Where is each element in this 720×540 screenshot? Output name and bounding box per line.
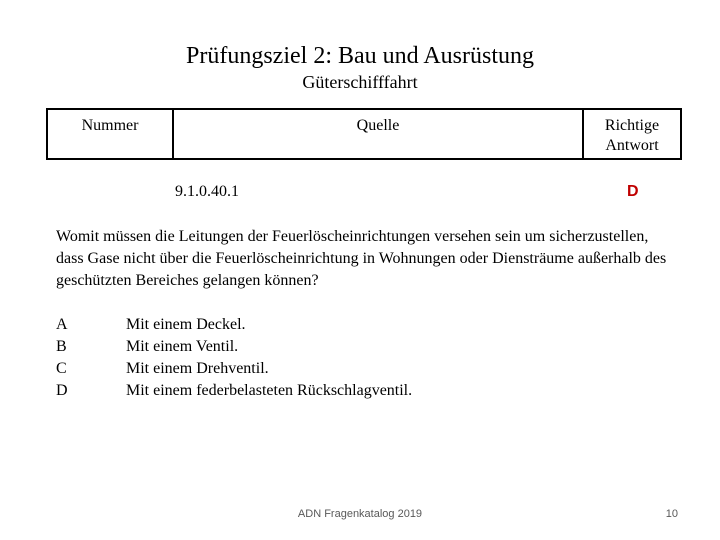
column-header-source: Quelle <box>174 110 584 158</box>
option-letter: A <box>56 316 68 333</box>
option-text: Mit einem Deckel. <box>126 316 246 333</box>
slide-subtitle: Güterschifffahrt <box>302 72 418 92</box>
column-header-number: Nummer <box>48 110 174 158</box>
option-text: Mit einem federbelasteten Rückschlagventil. <box>126 382 413 399</box>
question-info-table <box>46 108 682 160</box>
option-a <box>56 314 676 336</box>
page-number: 10 <box>665 508 678 520</box>
slide-title: Prüfungsziel 2: Bau und Ausrüstung <box>186 43 534 69</box>
option-b <box>56 336 676 358</box>
question-text: Womit müssen die Leitungen der Feuerlöscheinrichtungen versehen sein um sicherzustellen, dass Gase nicht über die Feuerlöscheinrichtung in Wohnungen oder Diensträume außerhalb des geschützten Bereiches gelangen können? <box>56 228 667 289</box>
column-header-correct-answer: Richtige Antwort <box>604 117 660 154</box>
option-text: Mit einem Ventil. <box>126 338 239 355</box>
option-letter: D <box>56 382 68 399</box>
option-c <box>56 358 676 380</box>
option-letter: C <box>56 360 67 377</box>
correct-answer-value: D <box>627 183 639 200</box>
footer-text: ADN Fragenkatalog 2019 <box>297 508 423 520</box>
option-letter: B <box>56 338 67 355</box>
option-text: Mit einem Drehventil. <box>126 360 269 377</box>
option-d <box>56 380 676 402</box>
source-value: 9.1.0.40.1 <box>175 183 239 200</box>
answer-options <box>56 314 676 402</box>
